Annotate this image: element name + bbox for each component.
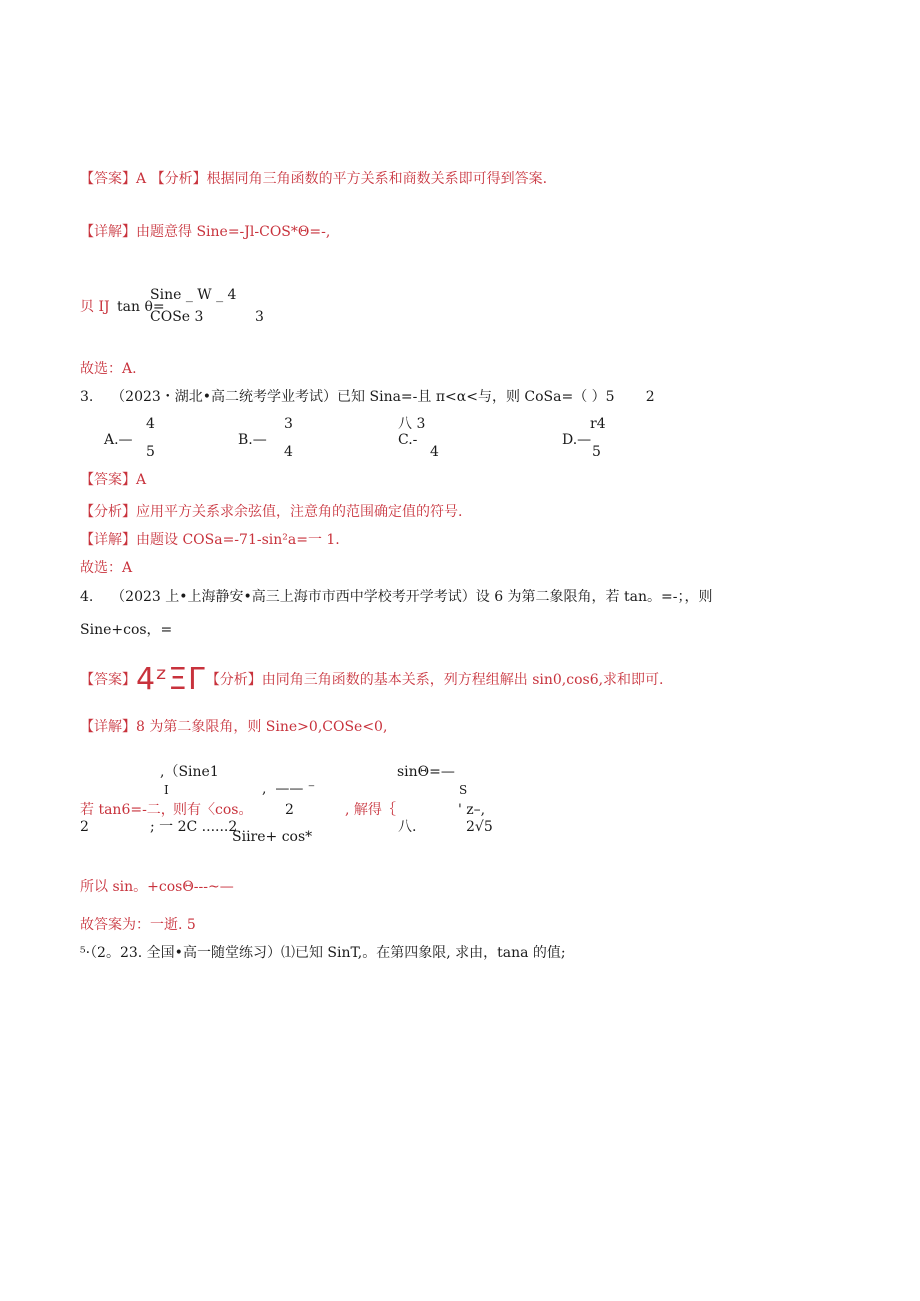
- q3-opt-a-den: 5: [146, 444, 155, 460]
- q4-stem: 4. （2023 上•上海静安•高三上海市市西中学校考开学考试）设 6 为第二象限角，若 tan。=-；，则: [80, 589, 713, 605]
- answer-line-1: [80, 172, 547, 186]
- q3-detail: [80, 533, 340, 547]
- answer-tag: 【答案】: [80, 672, 136, 688]
- formula-siire: Siire+ cos*: [232, 829, 313, 845]
- q4-answer-analysis: [80, 662, 664, 697]
- analysis-tag: 【分析】: [205, 672, 262, 688]
- q4-detail: [80, 720, 387, 734]
- q5-stem: ⁵·（2。23. 全国•高一随堂练习）⑴已知 SinT,。在第四象限, 求由，tana 的值;: [80, 945, 566, 961]
- formula-ba: 八.: [398, 819, 417, 835]
- formula-if-tan: 若 tan6=-二，: [80, 802, 175, 818]
- q4-so-line: 所以 sin。+cosΘ---~—: [80, 879, 234, 895]
- q3-opt-c-label: C.-: [398, 432, 418, 448]
- then-prefix: 贝 IJ: [80, 299, 110, 315]
- q3-opt-b-label: B.—: [238, 432, 267, 448]
- answer-value: 4ᶻΞΓ: [136, 662, 206, 697]
- q3-choose: 故选：A: [80, 560, 133, 576]
- q4-stem-line2: Sine+cos，=: [80, 622, 173, 638]
- q3-opt-c-num: 八 3: [398, 416, 426, 432]
- formula-i: I: [164, 783, 169, 797]
- detail-tag: 【详解】: [80, 719, 136, 735]
- q3-opt-d-num: r4: [590, 416, 606, 432]
- choose-line-1: 故选：A.: [80, 361, 137, 377]
- formula-s: S: [459, 783, 468, 797]
- tan-theta: tan θ=: [117, 299, 165, 315]
- q4-answer-line: 故答案为：一逝. 5: [80, 917, 196, 933]
- fraction-right: 3: [255, 309, 264, 325]
- detail-line-1: [80, 225, 330, 239]
- answer-value: A: [136, 171, 147, 187]
- q3-opt-b-den: 4: [284, 444, 293, 460]
- analysis-text: 根据同角三角函数的平方关系和商数关系即可得到答案.: [206, 171, 548, 187]
- analysis-text: 应用平方关系求余弦值，注意角的范围确定值的符号.: [136, 504, 463, 520]
- detail-tag: 【详解】: [80, 224, 136, 240]
- q3-opt-d-label: D.—: [562, 432, 592, 448]
- formula-root: 2√5: [466, 819, 493, 835]
- analysis-tag: 【分析】: [80, 504, 136, 520]
- analysis-tag: 【分析】: [150, 171, 207, 187]
- detail-text: 8 为第二象限角，则 Sine>0,COSe<0,: [136, 719, 388, 735]
- detail-tag: 【详解】: [80, 532, 136, 548]
- formula-zeyou: 则有〈cos。: [173, 802, 253, 818]
- q3-opt-c-den: 4: [430, 444, 439, 460]
- fraction-denominator: COSe 3: [150, 309, 204, 325]
- q3-analysis: [80, 505, 462, 519]
- q3-opt-a-num: 4: [146, 416, 155, 432]
- analysis-text: 由同角三角函数的基本关系，列方程组解出 sin0,cos6,求和即可.: [261, 672, 664, 688]
- q3-opt-b-num: 3: [284, 416, 293, 432]
- q3-stem: 3. （2023・湖北•高二统考学业考试）已知 Sina=-且 π<α<与，则 CoSa=（ ）5 2: [80, 389, 655, 405]
- fraction-numerator: Sine _ W _ 4: [150, 287, 237, 303]
- q3-opt-a-label: A.—: [104, 432, 133, 448]
- formula-zdash: ' z–,: [458, 802, 486, 818]
- q3-opt-d-den: 5: [592, 444, 601, 460]
- formula-left2: 2: [80, 819, 89, 835]
- formula-jiede: , 解得｛: [345, 802, 396, 818]
- answer-value: A: [136, 472, 147, 488]
- answer-tag: 【答案】: [80, 171, 136, 187]
- q3-answer: [80, 473, 146, 487]
- formula-sine1: ,（Sine1: [160, 764, 219, 780]
- formula-semi: ; 一 2C ......2: [150, 819, 238, 835]
- formula-cdash: , —— ⁻: [262, 781, 316, 797]
- detail-lead: 由题意得 Sine=-Jl-COS*Θ=-,: [136, 224, 331, 240]
- formula-sintheta: sinΘ=—: [397, 764, 455, 780]
- detail-text: 由题设 COSa=-71-sin²a=一 1.: [136, 532, 340, 548]
- answer-tag: 【答案】: [80, 472, 136, 488]
- formula-two: 2: [285, 802, 294, 818]
